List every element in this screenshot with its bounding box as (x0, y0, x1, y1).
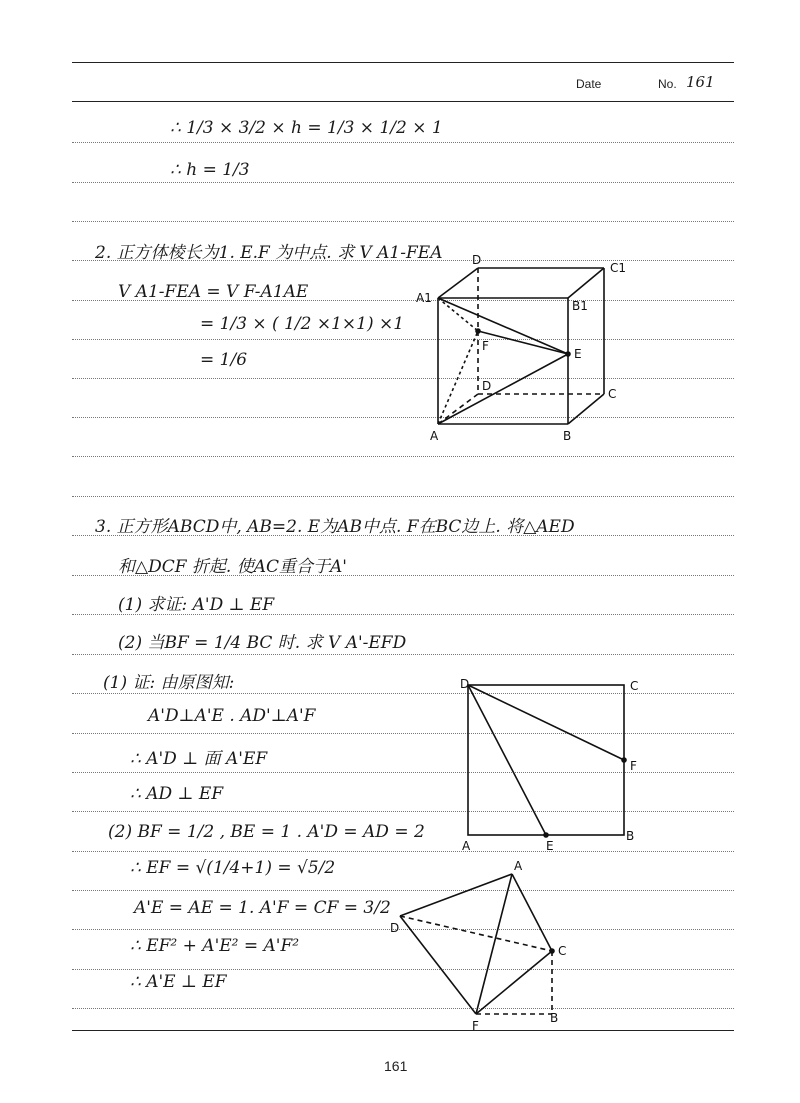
cube-line-a1-f (438, 298, 478, 331)
cube-label-f: F (482, 339, 489, 353)
square-line-d-f (468, 685, 624, 760)
cube-label-b1: B1 (572, 299, 588, 313)
square-outline (468, 685, 624, 835)
square-label-a: A (462, 839, 471, 853)
cube-label-a: A (430, 429, 439, 443)
q3-proof-2: A'D⊥A'E . AD'⊥A'F (148, 706, 316, 726)
square-diagram (468, 685, 626, 837)
q2-step-2: = 1/3 × ( 1/2 ×1×1) ×1 (200, 314, 405, 334)
fold-label-a: A (514, 859, 523, 873)
cube-point-f (476, 329, 480, 333)
cube-point-e (566, 352, 570, 356)
fold-label-c: C (558, 944, 567, 958)
cube-edge (438, 268, 478, 298)
square-point-f (622, 758, 626, 762)
q3-solution-4: ∴ EF² + A'E² = A'F² (130, 936, 300, 956)
handwritten-page-number: 161 (686, 73, 715, 91)
fold-label-d: D (390, 921, 400, 935)
date-label: Date (576, 77, 602, 91)
cube-edge (568, 268, 604, 298)
q3-proof-4: ∴ AD ⊥ EF (130, 784, 224, 804)
fold-point-c (550, 949, 554, 953)
fold-edge-c-f (476, 951, 552, 1014)
cube-line-a-e (438, 354, 568, 424)
line-1: ∴ 1/3 × 3/2 × h = 1/3 × 1/2 × 1 (170, 118, 443, 138)
fold-label-f: F (472, 1019, 479, 1033)
fold-edge-d-a (400, 874, 512, 916)
q3-part-2: (2) 当BF = 1/4 BC 时. 求 V A'-EFD (118, 633, 407, 653)
q2-step-1: V A1-FEA = V F-A1AE (118, 282, 309, 302)
q3-solution-2: ∴ EF = √(1/4+1) = √5/2 (130, 858, 336, 878)
q3-title-line-2: 和△DCF 折起. 使AC重合于A' (118, 557, 347, 577)
cube-label-b: B (563, 429, 572, 443)
q3-solution-5: ∴ A'E ⊥ EF (130, 972, 227, 992)
cube-label-d1: D (472, 253, 482, 267)
cube-hidden-edge (438, 394, 478, 424)
q2-step-3: = 1/6 (200, 350, 248, 370)
line-2: ∴ h = 1/3 (170, 160, 250, 180)
square-label-f: F (630, 759, 637, 773)
fold-diagram (400, 874, 554, 1014)
square-label-c: C (630, 679, 639, 693)
cube-label-a1: A1 (416, 291, 432, 305)
cube-line-a-f (438, 331, 478, 424)
q3-proof-3: ∴ A'D ⊥ 面 A'EF (130, 749, 268, 769)
square-label-e: E (546, 839, 554, 853)
question-3-title: 3. 正方形ABCD中, AB=2. E为AB中点. F在BC边上. 将△AED (95, 517, 575, 537)
number-label: No. (658, 77, 677, 91)
square-line-d-e (468, 685, 546, 835)
cube-diagram (438, 268, 604, 424)
square-label-b: B (626, 829, 635, 843)
q3-proof-1: (1) 证: 由原图知: (103, 673, 235, 693)
q3-solution-3: A'E = AE = 1. A'F = CF = 3/2 (134, 898, 391, 918)
q3-solution-1: (2) BF = 1/2 , BE = 1 . A'D = AD = 2 (108, 822, 425, 842)
square-point-e (544, 833, 548, 837)
footer-page-number: 161 (384, 1058, 408, 1074)
cube-line-a1-e (438, 298, 568, 354)
fold-label-b: B (550, 1011, 559, 1025)
cube-label-d: D (482, 379, 492, 393)
question-2-title: 2. 正方体棱长为1. E.F 为中点. 求 V A1-FEA (95, 243, 443, 263)
cube-label-c: C (608, 387, 617, 401)
fold-edge-a-f (476, 874, 512, 1014)
cube-edge (568, 394, 604, 424)
q3-part-1: (1) 求证: A'D ⊥ EF (118, 595, 275, 615)
cube-label-c1: C1 (610, 261, 627, 275)
fold-edge-a-c (512, 874, 552, 951)
square-label-d: D (460, 677, 470, 691)
cube-label-e: E (574, 347, 582, 361)
